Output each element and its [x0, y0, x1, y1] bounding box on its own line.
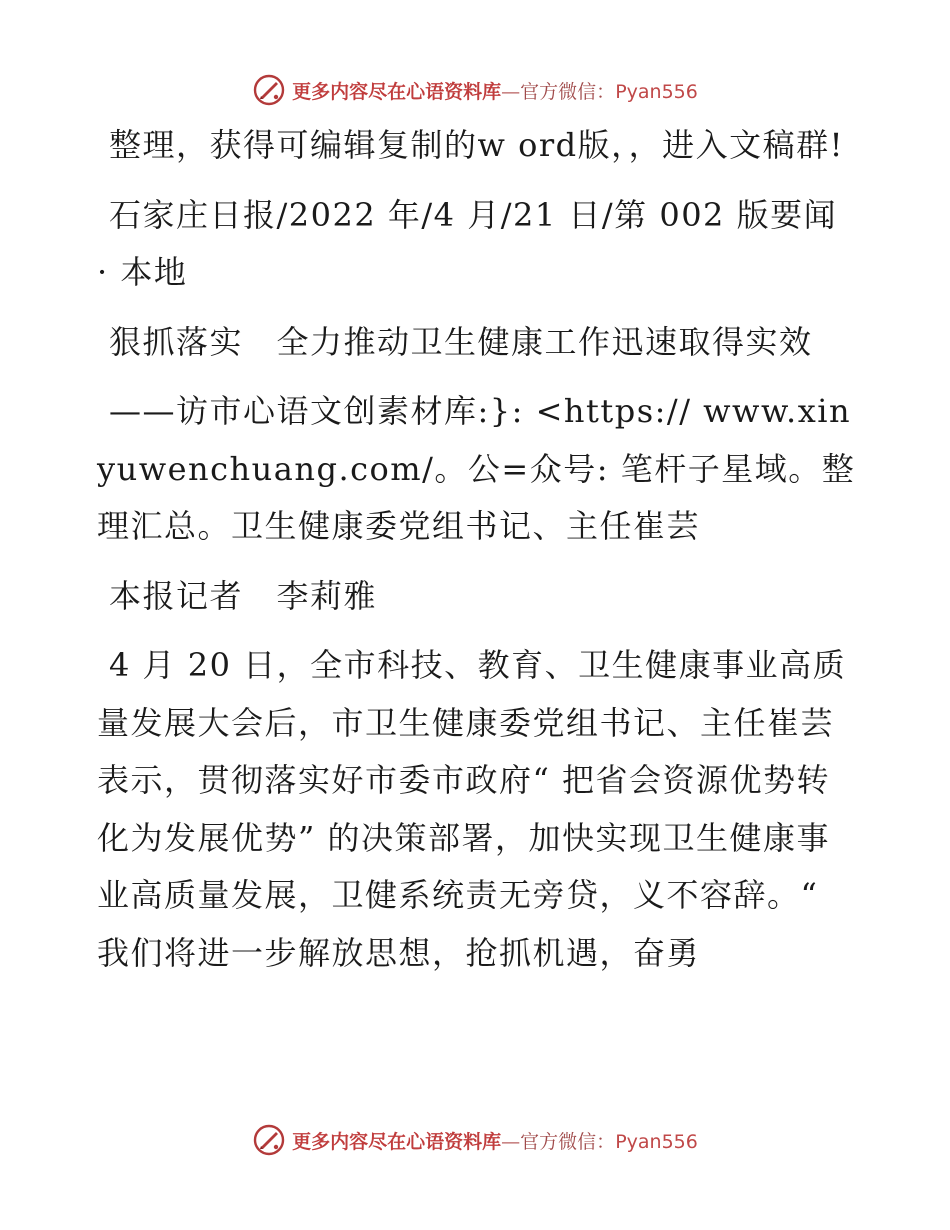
footer-banner	[0, 1120, 950, 1160]
banner-brand: 更多内容尽在心语资料库	[292, 80, 502, 103]
document-body	[97, 117, 857, 994]
paragraph-source-line: 石家庄日报/2022 年/4 月/21 日/第 002 版要闻 · 本地	[97, 195, 838, 291]
banner-separator: —	[501, 80, 521, 103]
paragraph-intro: 整理，获得可编辑复制的w ord版，，进入文稿群!	[109, 126, 844, 164]
banner-wechat-id: Pyan556	[615, 80, 698, 103]
banner-text	[292, 77, 698, 104]
article-body-paragraph: 4 月 20 日，全市科技、教育、卫生健康事业高质量发展大会后，市卫生健康委党组书记、主任崔芸表示，贯彻落实好市委市政府“ 把省会资源优势转化为发展优势” 的决策部署，加快实现卫生健康事业高质量发展，卫健系统责无旁贷，义不容辞。“ 我们将进一步解放思想，抢抓机遇，奋勇	[97, 646, 847, 972]
banner-wechat-label: 官方微信：	[520, 80, 616, 103]
article-headline: 狠抓落实 全力推动卫生健康工作迅速取得实效	[109, 322, 813, 361]
quill-seal-icon	[252, 73, 286, 107]
banner-wechat-id: Pyan556	[615, 1130, 698, 1153]
header-banner	[0, 70, 950, 110]
banner-text	[292, 1127, 698, 1154]
banner-wechat-label: 官方微信：	[520, 1130, 616, 1153]
article-subheadline: ——访市心语文创素材库:}: <https:// www.xinyuwenchuang.com/。公=众号: 笔杆子星域。整理汇总。卫生健康委党组书记、主任崔芸	[97, 392, 856, 545]
banner-separator: —	[501, 1130, 521, 1153]
quill-seal-icon	[252, 1123, 286, 1157]
article-byline: 本报记者 李莉雅	[109, 576, 378, 615]
banner-brand: 更多内容尽在心语资料库	[292, 1130, 502, 1153]
